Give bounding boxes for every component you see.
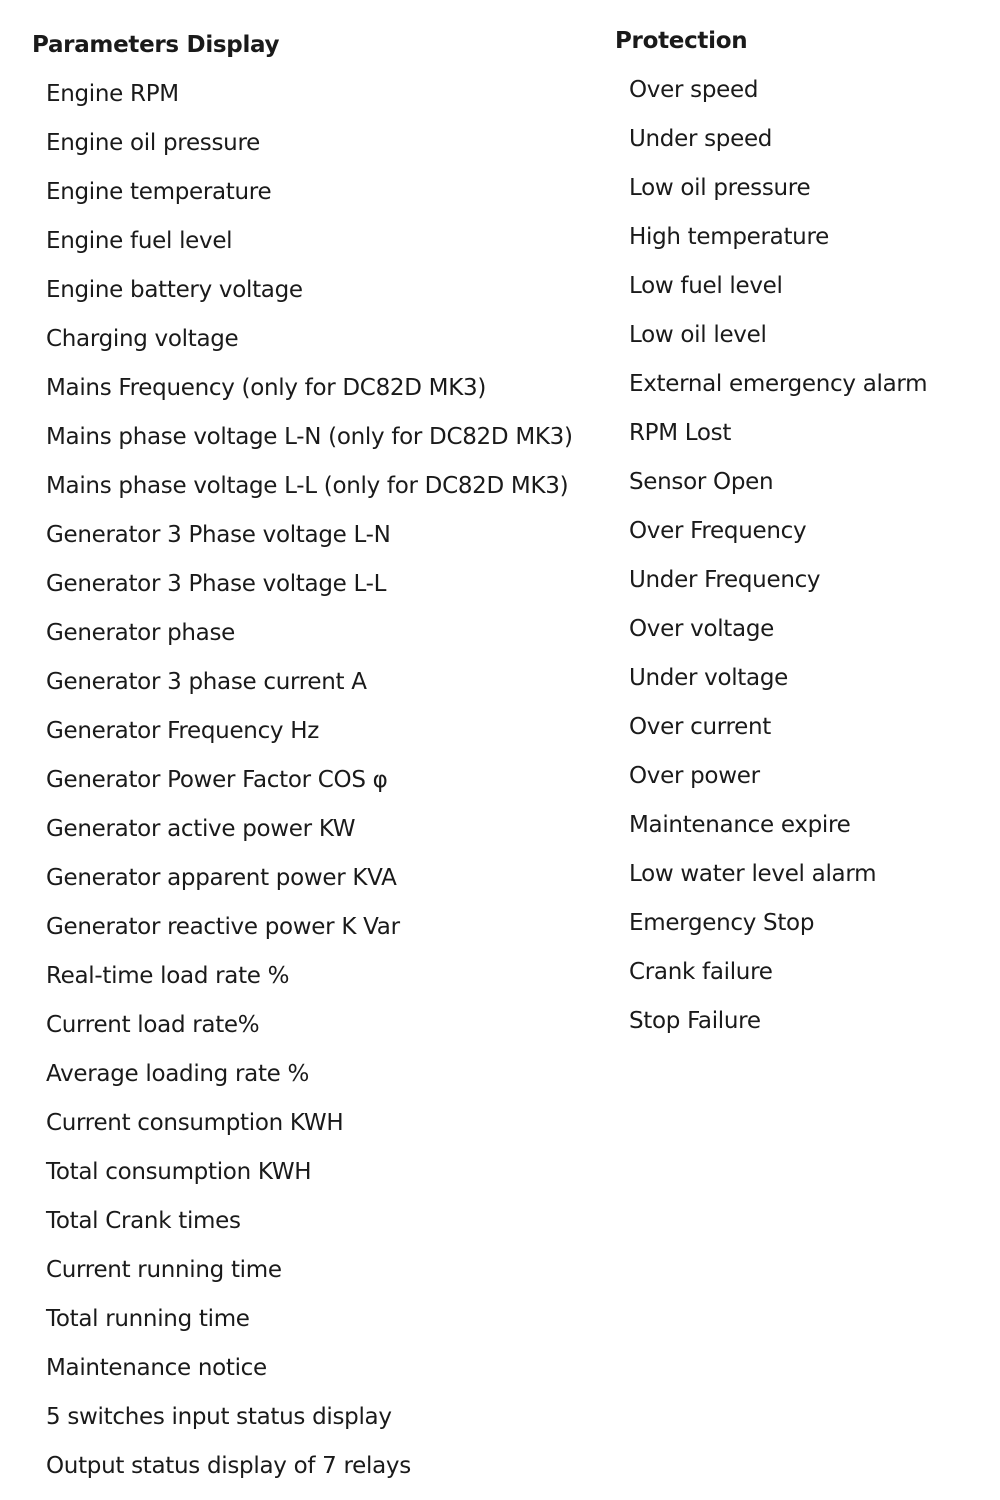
protection-item: Low fuel level [629, 273, 783, 299]
parameter-item: Engine battery voltage [46, 277, 303, 303]
parameter-item: Generator apparent power KVA [46, 865, 397, 891]
parameter-item: Current running time [46, 1257, 282, 1283]
parameter-item: Generator phase [46, 620, 236, 646]
protection-item: Over power [629, 763, 760, 789]
parameters-display-list [46, 75, 573, 1496]
parameter-item: Total running time [46, 1306, 250, 1332]
protection-item: Under speed [629, 126, 773, 152]
protection-item: Over voltage [629, 616, 774, 642]
protection-item: RPM Lost [629, 420, 732, 446]
protection-item: Stop Failure [629, 1008, 761, 1034]
parameter-item: Generator Frequency Hz [46, 718, 320, 744]
protection-item: Maintenance expire [629, 812, 851, 838]
parameter-item: Current load rate% [46, 1012, 260, 1038]
protection-item: Under Frequency [629, 567, 821, 593]
parameter-item: Generator reactive power K Var [46, 914, 400, 940]
parameter-item: Average loading rate % [46, 1061, 310, 1087]
protection-item: Low water level alarm [629, 861, 877, 887]
protection-item: Over speed [629, 77, 759, 103]
parameter-item: Real-time load rate % [46, 963, 290, 989]
protection-list [629, 71, 927, 1051]
parameter-item: 5 switches input status display [46, 1404, 392, 1430]
parameter-item: Total Crank times [46, 1208, 241, 1234]
parameter-item: Generator Power Factor COS φ [46, 767, 388, 793]
parameter-item: Current consumption KWH [46, 1110, 344, 1136]
parameter-item: Mains Frequency (only for DC82D MK3) [46, 375, 486, 401]
parameter-item: Mains phase voltage L-N (only for DC82D MK3) [46, 424, 573, 450]
parameter-item: Mains phase voltage L-L (only for DC82D MK3) [46, 473, 569, 499]
parameter-item: Generator 3 Phase voltage L-N [46, 522, 391, 548]
parameter-item: Generator 3 phase current A [46, 669, 367, 695]
protection-item: Under voltage [629, 665, 788, 691]
parameter-item: Maintenance notice [46, 1355, 267, 1381]
protection-item: Over Frequency [629, 518, 807, 544]
protection-item: Low oil level [629, 322, 767, 348]
protection-heading: Protection [615, 28, 748, 54]
protection-item: External emergency alarm [629, 371, 928, 397]
parameter-item: Engine fuel level [46, 228, 233, 254]
parameter-item: Engine temperature [46, 179, 272, 205]
protection-item: Sensor Open [629, 469, 774, 495]
protection-item: High temperature [629, 224, 829, 250]
protection-item: Low oil pressure [629, 175, 811, 201]
protection-item: Emergency Stop [629, 910, 815, 936]
parameters-display-heading: Parameters Display [32, 32, 280, 58]
protection-item: Crank failure [629, 959, 773, 985]
parameter-item: Charging voltage [46, 326, 239, 352]
parameter-item: Generator active power KW [46, 816, 356, 842]
parameter-item: Generator 3 Phase voltage L-L [46, 571, 387, 597]
parameter-item: Engine RPM [46, 81, 179, 107]
parameter-item: Output status display of 7 relays [46, 1453, 411, 1479]
protection-item: Over current [629, 714, 772, 740]
parameter-item: Total consumption KWH [46, 1159, 312, 1185]
parameter-item: Engine oil pressure [46, 130, 260, 156]
